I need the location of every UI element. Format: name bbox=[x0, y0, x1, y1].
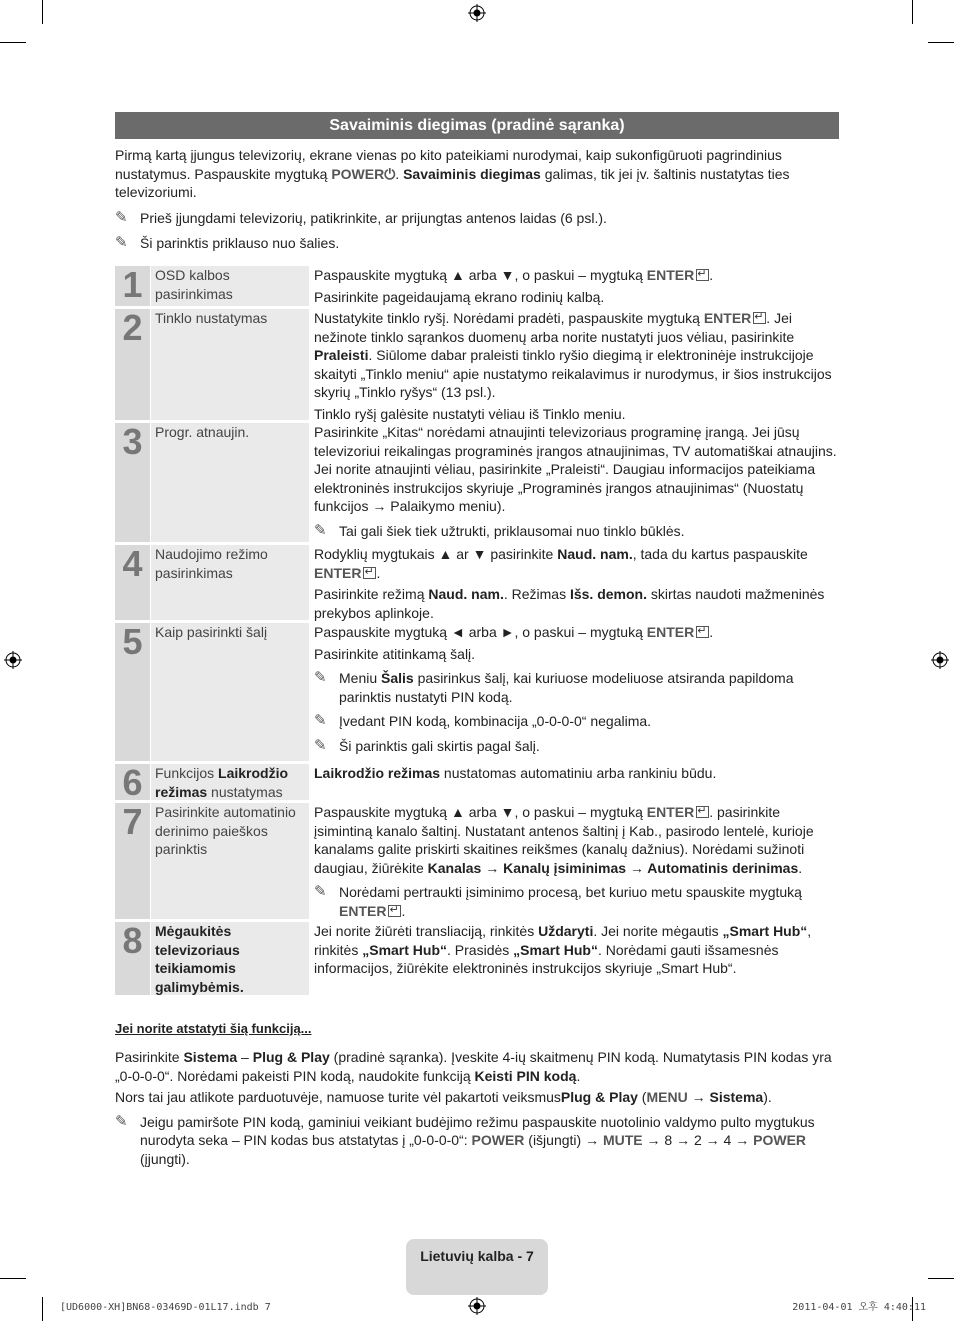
text-bold: Naud. nam. bbox=[428, 586, 504, 602]
enter-label: ENTER bbox=[646, 804, 695, 820]
crop-mark bbox=[928, 42, 954, 43]
step-label: Tinklo nustatymas bbox=[151, 309, 309, 420]
text: Nustatykite tinklo ryšį. Norėdami pradėti, paspauskite mygtuką bbox=[314, 310, 704, 326]
step-row bbox=[115, 309, 839, 420]
note: ✎ Norėdami pertraukti įsiminimo procesą, bet kuriuo metu spauskite mygtuką ENTER↵ . bbox=[314, 883, 839, 920]
registration-mark-icon bbox=[468, 4, 486, 22]
power-label: POWER bbox=[753, 1132, 807, 1148]
note bbox=[314, 522, 839, 541]
page-number-tab: Lietuvių kalba - 7 bbox=[406, 1239, 548, 1295]
text-bold: Plug & Play bbox=[560, 1089, 638, 1105]
reset-paragraph bbox=[115, 1088, 839, 1107]
text: . bbox=[798, 859, 803, 876]
note-text: Tai gali šiek tiek užtrukti, priklausomai nuo tinklo būklės. bbox=[339, 522, 685, 539]
text-bold: Keisti PIN kodą bbox=[474, 1067, 577, 1084]
enter-label: ENTER bbox=[339, 902, 387, 919]
step-description bbox=[314, 623, 839, 755]
text: , tada du kartus paspauskite bbox=[632, 546, 808, 562]
enter-icon bbox=[363, 567, 376, 579]
text: ). bbox=[763, 1089, 772, 1105]
step-number: 1 bbox=[115, 266, 150, 306]
note bbox=[115, 209, 839, 228]
note-pencil-icon: ✎ bbox=[314, 883, 327, 900]
text-bold: „Smart Hub“ bbox=[513, 941, 598, 958]
reset-section bbox=[115, 1048, 839, 1170]
enter-icon bbox=[696, 626, 709, 638]
step-number: 8 bbox=[115, 922, 150, 995]
text: skirtas naudoti mažmeninės prekybos aplinkoje. bbox=[314, 586, 825, 621]
power-label: POWER bbox=[331, 165, 385, 182]
note bbox=[314, 669, 839, 706]
step-text bbox=[314, 803, 839, 877]
registration-mark-icon bbox=[4, 651, 22, 669]
text-bold: Šalis bbox=[381, 670, 414, 686]
step-number: 7 bbox=[115, 803, 150, 919]
reset-heading: Jei norite atstatyti šią funkciją... bbox=[115, 1021, 312, 1036]
intro-paragraph bbox=[115, 146, 839, 202]
text: . Norėdami gauti išsamesnės informacijos, žiūrėkite elektroninės instrukcijos skyriuje „Smart Hub“. bbox=[314, 941, 779, 976]
text-bold: Sistema bbox=[183, 1049, 238, 1065]
print-timestamp: 2011-04-01 오후 4:40:11 bbox=[792, 1302, 926, 1313]
step-text bbox=[314, 764, 839, 783]
text: pasirinkus šalį, kai kuriuose modeliuose atsiranda papildoma parinktis nustatyti PIN kodą. bbox=[339, 670, 794, 705]
text-bold: Laikrodžio režimas bbox=[155, 765, 289, 800]
text: Funkcijos bbox=[155, 765, 219, 781]
text: Pasirinkite režimą bbox=[314, 586, 429, 602]
section-title: Savaiminis diegimas (pradinė sąranka) bbox=[115, 112, 839, 139]
step-row bbox=[115, 423, 839, 542]
note-pencil-icon: ✎ bbox=[115, 1112, 128, 1130]
text: (išjungti) → bbox=[524, 1132, 603, 1148]
text: Paspauskite mygtuką ▲ arba ▼, o paskui – mygtuką bbox=[314, 267, 647, 283]
text: nustatomas automatiniu arba rankiniu būdu. bbox=[440, 765, 717, 781]
enter-icon bbox=[753, 312, 766, 324]
note bbox=[115, 1113, 839, 1169]
step-number: 3 bbox=[115, 423, 150, 542]
text: (pradinė sąranka). Įveskite 4-ių skaitmenų PIN kodą. Numatytasis PIN kodas yra „0-0-0-0“. Norėdami pakeisti PIN kodą, naudokite funkciją bbox=[115, 1049, 832, 1084]
note-pencil-icon: ✎ bbox=[314, 712, 327, 729]
step-label: Pasirinkite automatinio derinimo paieškos parinktis bbox=[151, 803, 309, 919]
text: – bbox=[237, 1049, 253, 1065]
step-description bbox=[314, 803, 839, 920]
text: . Jei norite mėgautis bbox=[593, 923, 723, 939]
text: galimas, tik jei įv. šaltinis nustatytas ties televizoriumi. bbox=[115, 165, 790, 200]
text: Rodyklių mygtukais ▲ ar ▼ pasirinkite bbox=[314, 546, 558, 562]
note bbox=[314, 712, 839, 731]
step-row bbox=[115, 762, 839, 803]
step-description bbox=[314, 266, 839, 309]
text-bold: Plug & Play bbox=[252, 1049, 330, 1065]
text: . bbox=[709, 267, 714, 283]
step-number: 2 bbox=[115, 309, 150, 420]
note-text: Prieš įjungdami televizorių, patikrinkite, ar prijungtas antenos laidas (6 psl.). bbox=[140, 209, 607, 226]
text: , rinkitės bbox=[314, 923, 812, 958]
note-text: Ši parinktis priklauso nuo šalies. bbox=[140, 235, 340, 251]
text-bold: Laikrodžio režimas bbox=[314, 765, 441, 781]
step-number: 6 bbox=[115, 764, 150, 800]
note-text: Įvedant PIN kodą, kombinacija „0-0-0-0“ negalima. bbox=[339, 713, 652, 729]
enter-label: ENTER bbox=[703, 310, 752, 326]
text: . Prasidės bbox=[447, 941, 514, 958]
enter-label: ENTER bbox=[314, 564, 362, 581]
text: . Režimas bbox=[503, 586, 570, 602]
text: → 8 → 2 → 4 → bbox=[642, 1132, 754, 1148]
crop-mark bbox=[0, 1278, 26, 1279]
menu-label: MENU bbox=[646, 1089, 688, 1105]
step-text bbox=[314, 585, 839, 622]
text: . bbox=[576, 1067, 581, 1084]
text: Nors tai jau atlikote parduotuvėje, namuose turite vėl pakartoti veiksmus bbox=[115, 1089, 561, 1105]
text-bold: Naud. nam. bbox=[557, 546, 633, 562]
crop-mark bbox=[42, 0, 43, 24]
step-number: 5 bbox=[115, 623, 150, 761]
text-bold: Uždaryti bbox=[538, 923, 594, 939]
step-text: Pasirinkite „Kitas“ norėdami atnaujinti televizoriaus programinę įrangą. Jei jūsų televizoriui reikalingas programinės įrangos atnaujinimas, TV automatiškai atnaujins. Jei norite atnaujinti vėliau, pasirinkite „Praleisti“. Daugiau informacijos pateikiama elektroninės instrukcijos skyriuje „Programinės įrangos atnaujinimas“ (Nuostatų funkcijos → Palaikymo meniu). bbox=[314, 424, 837, 514]
step-description bbox=[314, 922, 839, 981]
text: Jeigu pamiršote PIN kodą, gaminiui veikiant budėjimo režimu paspauskite nuotolinio valdymo pulto mygtukus nurodyta seka – PIN kodas bus atstatytas į „0-0-0-0“: bbox=[140, 1113, 815, 1148]
step-label: Progr. atnaujin. bbox=[151, 423, 309, 542]
step-label bbox=[151, 764, 309, 800]
text-bold: Sistema bbox=[709, 1089, 764, 1105]
step-text: Pasirinkite pageidaujamą ekrano rodinių kalbą. bbox=[314, 288, 605, 305]
note-text: Ši parinktis gali skirtis pagal šalį. bbox=[339, 737, 540, 754]
step-text bbox=[314, 623, 839, 642]
text: . Siūlome dabar praleisti tinklo ryšio diegimą ir elektroninėje instrukcijoje skaityti „Tinklo meniu“ apie nustatymo reikalavimus ir nurodymus, ir šios instrukcijos skyrių „Tinklo ryšys“ (13 psl.). bbox=[314, 347, 832, 400]
note-pencil-icon: ✎ bbox=[314, 736, 327, 754]
text: . pasirinkite įsimintiną kanalo šaltinį. Nustatant antenos šaltinį į Kab., pasirodo lentelė, kurioje kanalams galite priskirti skaitines reikšmes (kanalų dažnius). Norėdami sužinoti daugiau, žiūrėkite bbox=[314, 804, 814, 876]
crop-mark bbox=[42, 1297, 43, 1321]
text-bold: Savaiminis diegimas bbox=[403, 165, 541, 182]
text: Pirmą kartą įjungus televizorių, ekrane vienas po kito pateikiami nurodymai, kaip sukonfigūruoti pagrindinius nustatymus. Paspauskite mygtuką bbox=[115, 147, 782, 182]
text: . bbox=[376, 564, 381, 581]
crop-mark bbox=[928, 1278, 954, 1279]
note bbox=[115, 234, 839, 253]
text: . bbox=[395, 165, 404, 182]
power-label: POWER bbox=[471, 1132, 525, 1148]
text-bold: „Smart Hub“ bbox=[722, 923, 808, 939]
enter-label: ENTER bbox=[646, 624, 695, 640]
step-row bbox=[115, 545, 839, 620]
text-bold: Praleisti bbox=[314, 347, 369, 363]
step-label: Naudojimo režimo pasirinkimas bbox=[151, 545, 309, 620]
step-description bbox=[314, 764, 839, 786]
step-text bbox=[314, 922, 839, 978]
note bbox=[314, 737, 839, 756]
text-bold: Kanalas → Kanalų įsiminimas → Automatinis derinimas bbox=[427, 859, 799, 876]
step-row bbox=[115, 266, 839, 306]
crop-mark bbox=[912, 0, 913, 24]
reset-paragraph bbox=[115, 1048, 839, 1085]
note-pencil-icon: ✎ bbox=[314, 521, 327, 539]
step-text bbox=[314, 309, 839, 402]
crop-mark bbox=[0, 42, 26, 43]
step-number: 4 bbox=[115, 545, 150, 620]
step-text bbox=[314, 266, 839, 285]
step-row bbox=[115, 623, 839, 761]
step-description bbox=[314, 545, 839, 625]
mute-label: MUTE bbox=[602, 1132, 643, 1148]
registration-mark-icon bbox=[931, 651, 949, 669]
text: Meniu bbox=[339, 670, 382, 686]
text: Jei norite žiūrėti transliaciją, rinkitės bbox=[314, 923, 539, 939]
note-text: Norėdami pertraukti įsiminimo procesą, bet kuriuo metu spauskite mygtuką bbox=[339, 884, 802, 900]
print-file-info: [UD6000-XH]BN68-03469D-01L17.indb 7 bbox=[60, 1302, 271, 1313]
text: Paspauskite mygtuką ◄ arba ►, o paskui – mygtuką bbox=[314, 624, 647, 640]
text: . Jei nežinote tinklo sąrankos duomenų arba norite nustatyti juos vėliau, pasirinkite bbox=[314, 310, 795, 345]
intro bbox=[115, 146, 839, 253]
note-pencil-icon: ✎ bbox=[314, 669, 327, 686]
step-text: Pasirinkite atitinkamą šalį. bbox=[314, 645, 476, 662]
power-icon: ⏻ bbox=[384, 165, 396, 182]
text-bold: Išs. demon. bbox=[569, 586, 647, 602]
step-label: Mėgaukitės televizoriaus teikiamomis galimybėmis. bbox=[151, 922, 309, 995]
step-row bbox=[115, 922, 839, 995]
text: Paspauskite mygtuką ▲ arba ▼, o paskui – mygtuką bbox=[314, 804, 647, 820]
text: . bbox=[709, 624, 714, 640]
step-row bbox=[115, 803, 839, 919]
step-description bbox=[314, 423, 839, 540]
note-pencil-icon: ✎ bbox=[115, 208, 128, 226]
step-label: OSD kalbos pasirinkimas bbox=[151, 266, 309, 306]
enter-icon bbox=[696, 269, 709, 281]
text: nustatymas bbox=[207, 783, 283, 800]
note-pencil-icon: ✎ bbox=[115, 234, 128, 251]
enter-icon bbox=[388, 905, 401, 917]
registration-mark-icon bbox=[468, 1297, 486, 1315]
text: (įjungti). bbox=[140, 1150, 190, 1167]
text: ( bbox=[637, 1089, 647, 1105]
step-label: Kaip pasirinkti šalį bbox=[151, 623, 309, 761]
enter-label: ENTER bbox=[646, 267, 695, 283]
step-description bbox=[314, 309, 839, 426]
step-text: Tinklo ryšį galėsite nustatyti vėliau iš Tinklo meniu. bbox=[314, 405, 626, 422]
enter-icon bbox=[696, 806, 709, 818]
step-text bbox=[314, 545, 839, 582]
text-bold: „Smart Hub“ bbox=[362, 941, 448, 958]
text: → bbox=[687, 1089, 710, 1105]
text: Pasirinkite bbox=[115, 1049, 184, 1065]
